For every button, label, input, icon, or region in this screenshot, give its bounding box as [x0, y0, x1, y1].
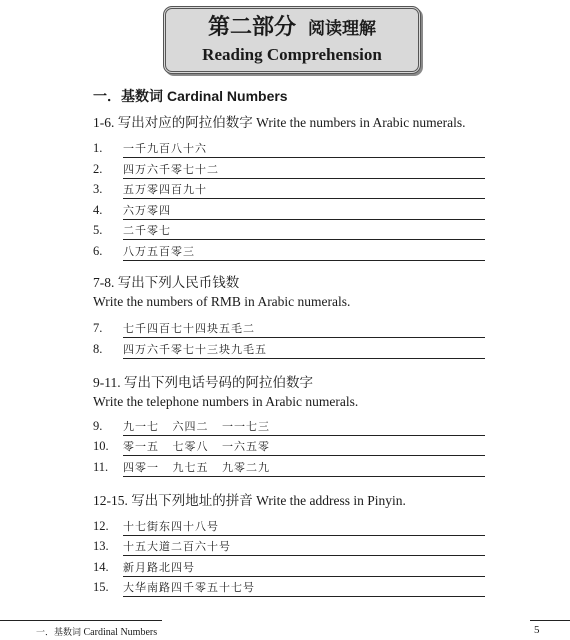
question-text: 九一七 六四二 一一七三 — [123, 419, 274, 435]
question-text: 四万六千零七十二 — [123, 162, 223, 178]
answer-line[interactable] — [123, 460, 485, 477]
footer-section-zh: 一．基数词 — [36, 628, 82, 638]
question-number: 4. — [93, 203, 103, 217]
question-text: 零一五 七零八 一六五零 — [123, 439, 274, 455]
question-item — [93, 182, 485, 200]
instruction-group-3-line-2: Write the telephone numbers in Arabic numerals. — [93, 394, 359, 409]
answer-line[interactable] — [123, 539, 485, 556]
section-heading — [93, 86, 288, 106]
question-text: 四万六千零七十三块九毛五 — [123, 342, 271, 358]
instruction-group-4-line-1: 12-15. 写出下列地址的拼音 Write the address in Pinyin. — [93, 493, 406, 508]
answer-line[interactable] — [123, 141, 485, 158]
question-number: 14. — [93, 560, 109, 574]
question-number: 8. — [93, 342, 103, 356]
question-item — [93, 342, 485, 360]
answer-line[interactable] — [123, 580, 485, 597]
question-text: 十五大道二百六十号 — [123, 539, 235, 555]
title-chinese-sub: 阅读理解 — [308, 19, 376, 38]
title-chinese-main: 第二部分 — [207, 14, 296, 39]
answer-line[interactable] — [123, 162, 485, 179]
question-item — [93, 203, 485, 221]
question-text: 新月路北四号 — [123, 560, 199, 576]
question-item — [93, 580, 485, 598]
question-number: 7. — [93, 321, 103, 335]
question-number: 3. — [93, 182, 103, 196]
question-number: 5. — [93, 223, 103, 237]
answer-line[interactable] — [123, 519, 485, 536]
question-text: 八万五百零三 — [123, 244, 199, 260]
question-item — [93, 244, 485, 262]
answer-line[interactable] — [123, 342, 485, 359]
question-text: 六万零四 — [123, 203, 175, 219]
answer-line[interactable] — [123, 419, 485, 436]
question-number: 9. — [93, 419, 103, 433]
question-item — [93, 460, 485, 478]
footer-rule-left — [0, 620, 162, 621]
title-box — [163, 6, 421, 74]
question-text: 十七街东四十八号 — [123, 519, 223, 535]
answer-line[interactable] — [123, 182, 485, 199]
question-text: 七千四百七十四块五毛二 — [123, 321, 259, 337]
footer-section-en: Cardinal Numbers — [83, 627, 158, 638]
instruction-group-2-line-2: Write the numbers of RMB in Arabic numerals. — [93, 294, 351, 309]
question-item — [93, 223, 485, 241]
question-text: 大华南路四千零五十七号 — [123, 580, 259, 596]
title-english: Reading Comprehension — [202, 45, 382, 64]
question-item — [93, 560, 485, 578]
question-item — [93, 321, 485, 339]
section-heading-zh: 一．基数词 — [93, 90, 163, 105]
question-text: 一千九百八十六 — [123, 141, 211, 157]
instruction-group-3-line-1: 9-11. 写出下列电话号码的阿拉伯数字 — [93, 375, 313, 390]
question-item — [93, 141, 485, 159]
question-number: 1. — [93, 141, 103, 155]
question-number: 13. — [93, 539, 109, 553]
title-chinese — [166, 14, 418, 42]
question-item — [93, 419, 485, 437]
question-text: 四零一 九七五 九零二九 — [123, 460, 274, 476]
answer-line[interactable] — [123, 223, 485, 240]
section-heading-en: Cardinal Numbers — [167, 88, 288, 104]
question-number: 11. — [93, 460, 109, 474]
answer-line[interactable] — [123, 244, 485, 261]
question-number: 2. — [93, 162, 103, 176]
question-number: 10. — [93, 439, 109, 453]
question-text: 二千零七 — [123, 223, 175, 239]
answer-line[interactable] — [123, 439, 485, 456]
answer-line[interactable] — [123, 560, 485, 577]
instruction-group-1-line-1: 1-6. 写出对应的阿拉伯数字 Write the numbers in Arabic numerals. — [93, 115, 466, 130]
question-item — [93, 539, 485, 557]
question-item — [93, 162, 485, 180]
footer-rule-right — [530, 620, 570, 621]
footer-section-label — [36, 625, 157, 638]
answer-line[interactable] — [123, 321, 485, 338]
page-number: 5 — [534, 624, 540, 636]
question-number: 6. — [93, 244, 103, 258]
question-item — [93, 439, 485, 457]
instruction-group-2-line-1: 7-8. 写出下列人民币钱数 — [93, 275, 240, 290]
question-number: 15. — [93, 580, 109, 594]
question-text: 五万零四百九十 — [123, 182, 211, 198]
answer-line[interactable] — [123, 203, 485, 220]
question-number: 12. — [93, 519, 109, 533]
question-item — [93, 519, 485, 537]
